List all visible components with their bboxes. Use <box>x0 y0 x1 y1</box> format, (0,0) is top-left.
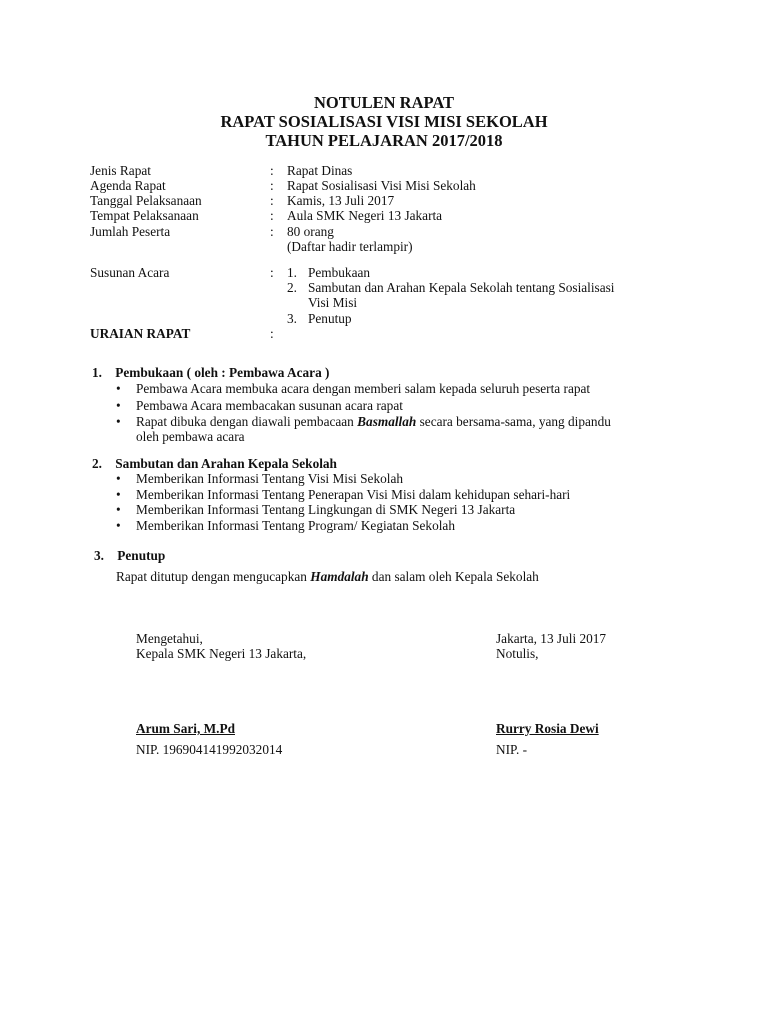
agenda-colon: : <box>270 265 274 280</box>
closing-text <box>116 569 539 584</box>
uraian-heading: URAIAN RAPAT <box>90 326 191 341</box>
bullet-icon: • <box>116 381 121 396</box>
bullet-icon: • <box>116 414 121 429</box>
document-title: NOTULEN RAPAT <box>313 93 455 112</box>
agenda-item: Sambutan dan Arahan Kepala Sekolah tentang Sosialisasi <box>308 280 615 295</box>
info-value-jenis: Rapat Dinas <box>287 163 353 178</box>
list-item: Memberikan Informasi Tentang Lingkungan di SMK Negeri 13 Jakarta <box>136 502 516 517</box>
info-label-tempat: Tempat Pelaksanaan <box>90 208 199 223</box>
list-item: Pembawa Acara membacakan susunan acara rapat <box>136 398 403 413</box>
info-colon: : <box>270 163 274 178</box>
info-value-tempat: Aula SMK Negeri 13 Jakarta <box>287 208 443 223</box>
agenda-item-continuation: Visi Misi <box>308 295 358 310</box>
emphasis-text: Hamdalah <box>310 569 369 584</box>
place-date: Jakarta, 13 Juli 2017 <box>496 631 607 646</box>
info-label-jumlah: Jumlah Peserta <box>90 224 171 239</box>
list-item: Memberikan Informasi Tentang Penerapan Visi Misi dalam kehidupan sehari-hari <box>136 487 571 502</box>
agenda-label: Susunan Acara <box>90 265 170 280</box>
list-item: Memberikan Informasi Tentang Program/ Kegiatan Sekolah <box>136 518 455 533</box>
info-value-tanggal: Kamis, 13 Juli 2017 <box>287 193 395 208</box>
uraian-colon: : <box>270 326 274 341</box>
acknowledgement-label: Mengetahui, <box>136 631 203 646</box>
closing-text-part: dan salam oleh Kepala Sekolah <box>368 569 539 584</box>
section-heading: 3. Penutup <box>94 548 166 563</box>
info-label-jenis: Jenis Rapat <box>90 163 151 178</box>
info-value-agenda: Rapat Sosialisasi Visi Misi Sekolah <box>287 178 476 193</box>
agenda-item-number: 1. <box>287 265 297 280</box>
notulis-nip: NIP. - <box>496 742 528 757</box>
list-item-text: Rapat dibuka dengan diawali pembacaan <box>136 414 358 429</box>
agenda-item: Penutup <box>308 311 352 326</box>
info-note-jumlah: (Daftar hadir terlampir) <box>287 239 413 254</box>
notulis-name: Rurry Rosia Dewi <box>496 721 599 736</box>
agenda-item: Pembukaan <box>308 265 371 280</box>
bullet-icon: • <box>116 502 121 517</box>
info-colon: : <box>270 193 274 208</box>
notulis-title: Notulis, <box>496 646 539 661</box>
info-colon: : <box>270 224 274 239</box>
agenda-item-number: 2. <box>287 280 297 295</box>
bullet-icon: • <box>116 471 121 486</box>
list-item: Pembawa Acara membuka acara dengan memberi salam kepada seluruh peserta rapat <box>136 381 591 396</box>
list-item-continuation: oleh pembawa acara <box>136 429 245 444</box>
bullet-icon: • <box>116 398 121 413</box>
document-subtitle: RAPAT SOSIALISASI VISI MISI SEKOLAH <box>220 112 548 131</box>
document-year: TAHUN PELAJARAN 2017/2018 <box>265 131 503 150</box>
closing-text-part: Rapat ditutup dengan mengucapkan <box>116 569 311 584</box>
section-heading: 2. Sambutan dan Arahan Kepala Sekolah <box>92 456 337 471</box>
info-value-jumlah: 80 orang <box>287 224 334 239</box>
signer-title: Kepala SMK Negeri 13 Jakarta, <box>136 646 307 661</box>
signer-nip: NIP. 196904141992032014 <box>136 742 283 757</box>
info-label-tanggal: Tanggal Pelaksanaan <box>90 193 202 208</box>
info-colon: : <box>270 208 274 223</box>
list-item: Memberikan Informasi Tentang Visi Misi Sekolah <box>136 471 404 486</box>
info-label-agenda: Agenda Rapat <box>90 178 166 193</box>
emphasis-text: Basmallah <box>357 414 417 429</box>
info-colon: : <box>270 178 274 193</box>
signer-name: Arum Sari, M.Pd <box>136 721 235 736</box>
agenda-item-number: 3. <box>287 311 297 326</box>
section-heading: 1. Pembukaan ( oleh : Pembawa Acara ) <box>92 365 330 380</box>
list-item-text: secara bersama-sama, yang dipandu <box>416 414 611 429</box>
bullet-icon: • <box>116 487 121 502</box>
bullet-icon: • <box>116 518 121 533</box>
list-item <box>136 414 611 429</box>
